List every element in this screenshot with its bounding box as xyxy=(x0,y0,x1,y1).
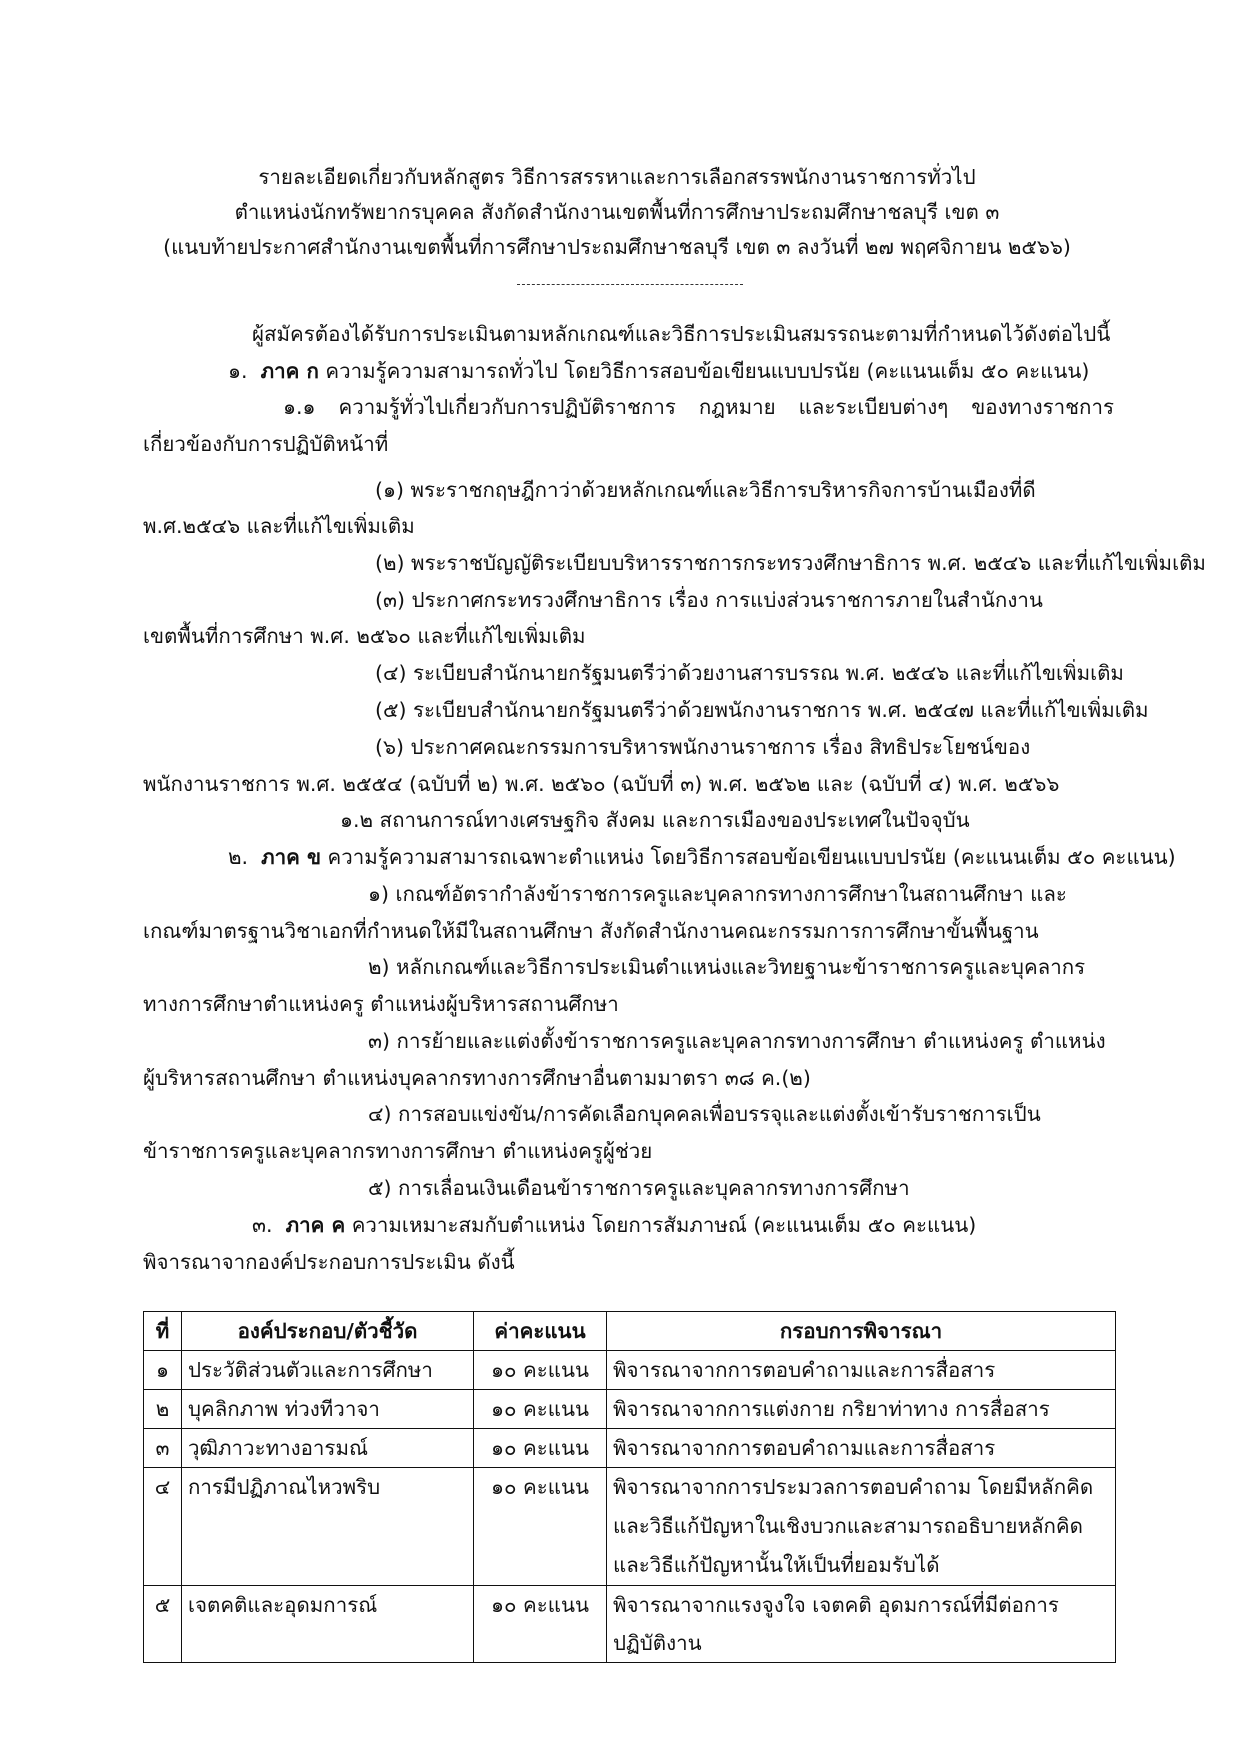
row-criteria-line: และวิธีแก้ปัญหาในเชิงบวกและสามารถอธิบายหลักคิด xyxy=(613,1514,1083,1538)
part-b-item5: ๕) การเลื่อนเงินเดือนข้าราชการครูและบุคลากรทางการศึกษา xyxy=(368,1176,910,1200)
part-b-item4-line1: ๔) การสอบแข่งขัน/การคัดเลือกบุคคลเพื่อบรรจุและแต่งตั้งเข้ารับราชการเป็น xyxy=(368,1102,1041,1126)
header-no: ที่ xyxy=(144,1312,182,1351)
header-criteria: กรอบการพิจารณา xyxy=(607,1312,1116,1351)
row-item: วุฒิภาวะทางอารมณ์ xyxy=(182,1429,474,1468)
row-criteria: พิจารณาจากการตอบคำถามและการสื่อสาร xyxy=(607,1429,1116,1468)
row-score: ๑๐ คะแนน xyxy=(474,1586,607,1663)
part-a-desc: ความรู้ความสามารถทั่วไป โดยวิธีการสอบข้อเขียนแบบปรนัย (คะแนนเต็ม ๕๐ คะแนน) xyxy=(318,359,1090,383)
part-c-heading xyxy=(252,1211,976,1239)
table-row xyxy=(144,1429,1116,1468)
row-score: ๑๐ คะแนน xyxy=(474,1351,607,1390)
row-item: การมีปฏิภาณไหวพริบ xyxy=(182,1468,474,1586)
part-b-item2-line1: ๒) หลักเกณฑ์และวิธีการประเมินตำแหน่งและวิทยฐานะข้าราชการครูและบุคลากร xyxy=(368,955,1086,979)
part-b-item1-line1: ๑) เกณฑ์อัตรากำลังข้าราชการครูและบุคลากรทางการศึกษาในสถานศึกษา และ xyxy=(368,882,1067,906)
row-no: ๒ xyxy=(144,1390,182,1429)
part-a-item6-line1: (๖) ประกาศคณะกรรมการบริหารพนักงานราชการ เรื่อง สิทธิประโยชน์ของ xyxy=(375,735,1031,759)
header-item: องค์ประกอบ/ตัวชี้วัด xyxy=(182,1312,474,1351)
part-a-s2: ๑.๒ สถานการณ์ทางเศรษฐกิจ สังคม และการเมืองของประเทศในปัจจุบัน xyxy=(340,808,970,832)
part-a-item6-line2: พนักงานราชการ พ.ศ. ๒๕๕๔ (ฉบับที่ ๒) พ.ศ. ๒๕๖๐ (ฉบับที่ ๓) พ.ศ. ๒๕๖๒ และ (ฉบับที่ ๔) พ.ศ. ๒๕๖๖ xyxy=(143,772,1060,796)
header-divider xyxy=(517,284,743,285)
part-a-item1-line1: (๑) พระราชกฤษฎีกาว่าด้วยหลักเกณฑ์และวิธีการบริหารกิจการบ้านเมืองที่ดี xyxy=(375,478,1036,502)
row-score: ๑๐ คะแนน xyxy=(474,1468,607,1586)
title-line-1: รายละเอียดเกี่ยวกับหลักสูตร วิธีการสรรหาและการเลือกสรรพนักงานราชการทั่วไป xyxy=(258,165,976,189)
part-c-desc: ความเหมาะสมกับตำแหน่ง โดยการสัมภาษณ์ (คะแนนเต็ม ๕๐ คะแนน) xyxy=(345,1213,977,1237)
part-a-item5: (๕) ระเบียบสำนักนายกรัฐมนตรีว่าด้วยพนักงานราชการ พ.ศ. ๒๕๔๗ และที่แก้ไขเพิ่มเติม xyxy=(375,698,1149,722)
part-b-item3-line2: ผู้บริหารสถานศึกษา ตำแหน่งบุคลากรทางการศึกษาอื่นตามมาตรา ๓๘ ค.(๒) xyxy=(143,1066,811,1090)
row-criteria: พิจารณาจากแรงจูงใจ เจตคติ อุดมการณ์ที่มีต่อการปฏิบัติงาน xyxy=(607,1586,1116,1663)
row-item: เจตคติและอุดมการณ์ xyxy=(182,1586,474,1663)
row-no: ๔ xyxy=(144,1468,182,1586)
part-a-name: ภาค ก xyxy=(260,359,319,383)
part-a-heading xyxy=(228,357,1089,385)
part-a-item3-line1: (๓) ประกาศกระทรวงศึกษาธิการ เรื่อง การแบ่งส่วนราชการภายในสำนักงาน xyxy=(375,588,1043,612)
table-row xyxy=(144,1351,1116,1390)
part-b-item3-line1: ๓) การย้ายและแต่งตั้งข้าราชการครูและบุคลากรทางการศึกษา ตำแหน่งครู ตำแหน่ง xyxy=(368,1029,1106,1053)
header-score: ค่าคะแนน xyxy=(474,1312,607,1351)
row-item: บุคลิกภาพ ท่วงทีวาจา xyxy=(182,1390,474,1429)
part-a-item1-line2: พ.ศ.๒๕๔๖ และที่แก้ไขเพิ่มเติม xyxy=(143,514,415,538)
row-criteria: พิจารณาจากการแต่งกาย กริยาท่าทาง การสื่อสาร xyxy=(607,1390,1116,1429)
part-c-line2: พิจารณาจากองค์ประกอบการประเมิน ดังนี้ xyxy=(143,1250,515,1274)
row-criteria-line: และวิธีแก้ปัญหานั้นให้เป็นที่ยอมรับได้ xyxy=(613,1553,940,1577)
row-criteria xyxy=(607,1468,1116,1586)
part-a-s1-line1: ๑.๑ ความรู้ทั่วไปเกี่ยวกับการปฏิบัติราชการ กฎหมาย และระเบียบต่างๆ ของทางราชการ xyxy=(283,395,1114,419)
part-b-item4-line2: ข้าราชการครูและบุคลากรทางการศึกษา ตำแหน่งครูผู้ช่วย xyxy=(143,1139,653,1163)
table-row xyxy=(144,1586,1116,1663)
row-score: ๑๐ คะแนน xyxy=(474,1429,607,1468)
part-c-name: ภาค ค xyxy=(285,1213,346,1237)
row-score: ๑๐ คะแนน xyxy=(474,1390,607,1429)
part-b-name: ภาค ข xyxy=(261,845,321,869)
table-row xyxy=(144,1390,1116,1429)
title-line-2: ตำแหน่งนักทรัพยากรบุคคล สังกัดสำนักงานเขตพื้นที่การศึกษาประถมศึกษาชลบุรี เขต ๓ xyxy=(234,200,1000,224)
part-a-item4: (๔) ระเบียบสำนักนายกรัฐมนตรีว่าด้วยงานสารบรรณ พ.ศ. ๒๕๔๖ และที่แก้ไขเพิ่มเติม xyxy=(375,661,1124,685)
part-b-desc: ความรู้ความสามารถเฉพาะตำแหน่ง โดยวิธีการสอบข้อเขียนแบบปรนัย (คะแนนเต็ม ๕๐ คะแนน) xyxy=(320,845,1176,869)
row-item: ประวัติส่วนตัวและการศึกษา xyxy=(182,1351,474,1390)
part-b-item1-line2: เกณฑ์มาตรฐานวิชาเอกที่กำหนดให้มีในสถานศึกษา สังกัดสำนักงานคณะกรรมการการศึกษาขั้นพื้นฐาน xyxy=(143,919,1039,943)
intro-text: ผู้สมัครต้องได้รับการประเมินตามหลักเกณฑ์และวิธีการประเมินสมรรถนะตามที่กำหนดไว้ดังต่อไปนี้ xyxy=(252,322,1111,346)
row-no: ๑ xyxy=(144,1351,182,1390)
row-no: ๓ xyxy=(144,1429,182,1468)
evaluation-table xyxy=(143,1311,1116,1663)
part-c-number: ๓. xyxy=(252,1213,273,1237)
row-criteria-line: พิจารณาจากการประมวลการตอบคำถาม โดยมีหลักคิด xyxy=(613,1475,1094,1499)
part-b-heading xyxy=(228,843,1176,871)
row-no: ๕ xyxy=(144,1586,182,1663)
part-a-item2: (๒) พระราชบัญญัติระเบียบบริหารราชการกระทรวงศึกษาธิการ พ.ศ. ๒๕๔๖ และที่แก้ไขเพิ่มเติม xyxy=(375,551,1206,575)
part-b-item2-line2: ทางการศึกษาตำแหน่งครู ตำแหน่งผู้บริหารสถานศึกษา xyxy=(143,992,619,1016)
part-a-s1-line2: เกี่ยวข้องกับการปฏิบัติหน้าที่ xyxy=(143,432,389,456)
title-line-3: (แนบท้ายประกาศสำนักงานเขตพื้นที่การศึกษาประถมศึกษาชลบุรี เขต ๓ ลงวันที่ ๒๗ พฤศจิกายน ๒๕๖๖) xyxy=(163,235,1071,259)
part-a-item3-line2: เขตพื้นที่การศึกษา พ.ศ. ๒๕๖๐ และที่แก้ไขเพิ่มเติม xyxy=(143,624,586,648)
part-b-number: ๒. xyxy=(228,845,249,869)
table-header-row xyxy=(144,1312,1116,1351)
table-row xyxy=(144,1468,1116,1586)
row-criteria: พิจารณาจากการตอบคำถามและการสื่อสาร xyxy=(607,1351,1116,1390)
part-a-number: ๑. xyxy=(228,359,248,383)
